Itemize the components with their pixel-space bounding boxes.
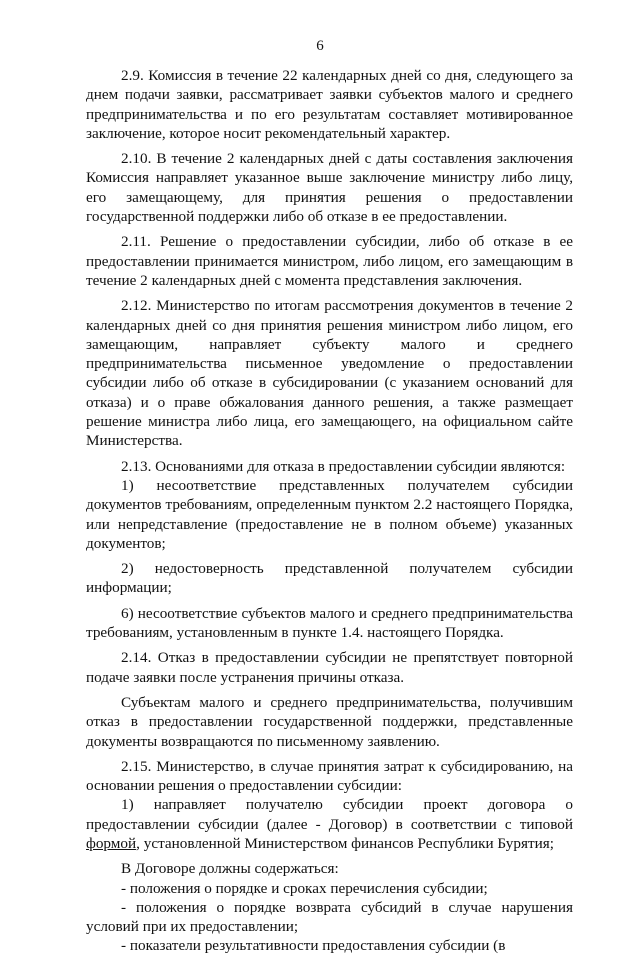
list-item-6: 6) несоответствие субъектов малого и среднего предпринимательства требованиям, установленным в пункте 1.4. настоящего Порядка. bbox=[86, 604, 573, 642]
paragraph-agreement-contents: В Договоре должны содержаться: bbox=[121, 860, 339, 878]
paragraph-refusal-docs: Субъектам малого и среднего предпринимательства, получившим отказ в предоставлении государственной поддержки, представленные документы возвращаются по письменному заявлению. bbox=[86, 693, 573, 750]
paragraph-2-11: 2.11. Решение о предоставлении субсидии, либо об отказе в ее предоставлении принимается министром, либо лицом, его замещающим в течение 2 календарных дней с момента представления заключения. bbox=[86, 233, 573, 289]
paragraph-2-15: 2.15. Министерство, в случае принятия затрат к субсидированию, на основании решения о предоставлении субсидии: bbox=[86, 757, 573, 795]
page-number: 6 bbox=[316, 38, 324, 54]
bullet-payment-terms: - положения о порядке и сроках перечисления субсидии; bbox=[121, 879, 488, 897]
paragraph-2-12: 2.12. Министерство по итогам рассмотрения документов в течение 2 календарных дней со дня принятия решения министром либо лицом, его замещающим, направляет субъекту малого и среднего предпринимательства письменное уведомление о предоставлении субсидии либо об отказе в субсидировании (с указанием оснований для отказа) и о праве обжалования данного решения, а также размещает решение министра либо лица, его замещающего, на официальном сайте Министерства. bbox=[86, 297, 573, 450]
form-link[interactable]: формой bbox=[86, 834, 137, 852]
paragraph-2-14: 2.14. Отказ в предоставлении субсидии не препятствует повторной подаче заявки после устранения причины отказа. bbox=[86, 649, 573, 686]
agreement-text-after: , установленной Министерством финансов Республики Бурятия; bbox=[136, 834, 554, 852]
bullet-performance-indicators: - показатели результативности предоставления субсидии (в bbox=[121, 937, 506, 955]
bullet-refund-terms: - положения о порядке возврата субсидий в случае нарушения условий при их предоставлении; bbox=[86, 898, 573, 936]
paragraph-2-13: 2.13. Основаниями для отказа в предоставлении субсидии являются: bbox=[121, 457, 566, 475]
paragraph-2-10: 2.10. В течение 2 календарных дней с даты составления заключения Комиссия направляет указанное выше заключение министру либо лицу, его замещающему, для принятия решения о предоставлении государственной поддержки либо об отказе в ее предоставлении. bbox=[86, 150, 573, 226]
list-item-1: 1) несоответствие представленных получателем субсидии документов требованиям, определенным пунктом 2.2 настоящего Порядка, или непредставление (предоставление не в полном объеме) указанных документов; bbox=[86, 476, 573, 552]
list-item-agreement bbox=[86, 795, 573, 853]
paragraph-2-9: 2.9. Комиссия в течение 22 календарных дней со дня, следующего за днем подачи заявки, рассматривает заявки субъектов малого и среднего предпринимательства и по его результатам составляет мотивированное заключение, которое носит рекомендательный характер. bbox=[86, 67, 573, 142]
agreement-text-before: 1) направляет получателю субсидии проект договора о предоставлении субсидии (далее - Договор) в соответствии с типовой bbox=[86, 796, 573, 833]
list-item-2: 2) недостоверность представленной получателем субсидии информации; bbox=[86, 560, 573, 597]
document-body bbox=[86, 66, 573, 956]
